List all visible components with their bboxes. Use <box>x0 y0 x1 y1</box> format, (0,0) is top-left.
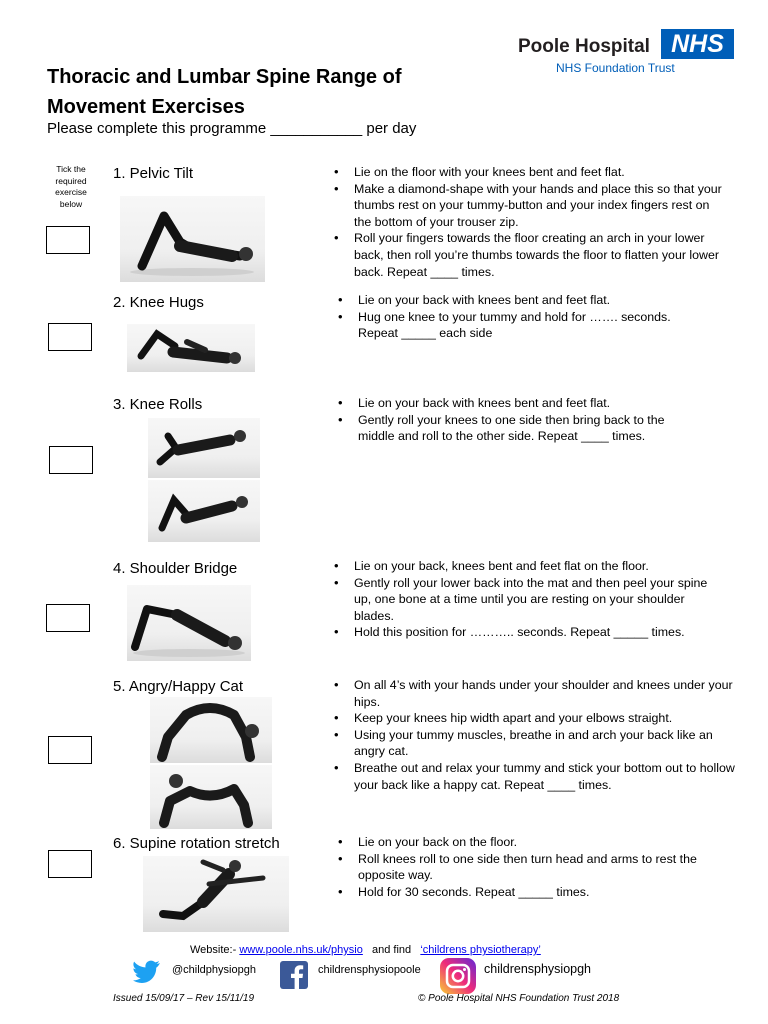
exercise-title-angry-happy-cat: 5. Angry/Happy Cat <box>113 678 244 695</box>
exercise-title-knee-hugs: 2. Knee Hugs <box>113 294 204 311</box>
step-item: • Roll knees roll to one side then turn head and arms to rest the opposite way. <box>334 851 724 884</box>
shoulder-bridge-photo <box>127 585 251 661</box>
pelvic-tilt-steps <box>330 164 730 280</box>
knee-hugs-steps <box>334 292 714 342</box>
angry-cat-photo <box>150 697 272 763</box>
knee-rolls-photo-1 <box>148 418 260 478</box>
step-item: • Gently roll your knees to one side then bring back to the middle and roll to the other side. Repeat ____ times. <box>334 412 704 445</box>
step-item: • Breathe out and relax your tummy and stick your bottom out to hollow your back like a happy cat. Repeat ____ times. <box>330 760 735 793</box>
step-item: • Lie on your back with knees bent and feet flat. <box>334 395 704 412</box>
shoulder-bridge-steps <box>330 558 715 641</box>
step-item: • Lie on your back with knees bent and feet flat. <box>334 292 714 309</box>
tick-box-pelvic-tilt[interactable] <box>46 226 90 254</box>
knee-hugs-photo <box>127 324 255 372</box>
supine-rotation-photo <box>143 856 289 932</box>
physiotherapy-link[interactable]: ‘childrens physiotherapy’ <box>420 944 541 956</box>
website-line <box>190 944 541 956</box>
step-item: • Hold for 30 seconds. Repeat _____ times. <box>334 884 724 901</box>
step-item: • Lie on the floor with your knees bent and feet flat. <box>330 164 730 181</box>
facebook-name: childrensphysiopoole <box>318 964 421 976</box>
tick-box-supine-rotation[interactable] <box>48 850 92 878</box>
website-link[interactable]: www.poole.nhs.uk/physio <box>239 944 363 956</box>
step-item: • Using your tummy muscles, breathe in and arch your back like an angry cat. <box>330 727 735 760</box>
hospital-name: Poole Hospital <box>518 36 650 57</box>
tick-note: Tick the required exercise below <box>55 164 87 209</box>
issued-date: Issued 15/09/17 – Rev 15/11/19 <box>113 993 255 1004</box>
facebook-icon[interactable] <box>280 961 308 989</box>
step-item: • Gently roll your lower back into the mat and then peel your spine up, one bone at a time until you are resting on your shoulder blades. <box>330 575 715 625</box>
pelvic-tilt-photo <box>120 196 265 282</box>
instagram-icon[interactable] <box>440 958 476 994</box>
tick-box-shoulder-bridge[interactable] <box>46 604 90 632</box>
step-item: • Lie on your back, knees bent and feet flat on the floor. <box>330 558 715 575</box>
step-item: • On all 4’s with your hands under your shoulder and knees under your hips. <box>330 677 735 710</box>
exercise-title-supine-rotation: 6. Supine rotation stretch <box>113 835 280 852</box>
copyright-text: © Poole Hospital NHS Foundation Trust 2018 <box>418 993 620 1004</box>
tick-box-angry-happy-cat[interactable] <box>48 736 92 764</box>
step-item: • Roll your fingers towards the floor creating an arch in your lower back, then roll you’re thumbs towards the floor to flatten your lower back. Repeat ____ times. <box>330 230 730 280</box>
page-title: Thoracic and Lumbar Spine Range of Movement Exercises <box>47 66 402 118</box>
exercise-title-pelvic-tilt: 1. Pelvic Tilt <box>113 165 194 182</box>
step-item: • Hug one knee to your tummy and hold for ……. seconds. Repeat _____ each side <box>334 309 714 342</box>
trust-name: NHS Foundation Trust <box>556 61 675 75</box>
programme-instructions: Please complete this programme ___________ per day <box>47 120 417 137</box>
tick-box-knee-hugs[interactable] <box>48 323 92 351</box>
step-item: • Make a diamond-shape with your hands and place this so that your thumbs rest on your tummy-button and your index fingers rest on the bottom of your trouser zip. <box>330 181 730 231</box>
tick-box-knee-rolls[interactable] <box>49 446 93 474</box>
supine-rotation-steps <box>334 834 724 900</box>
twitter-icon[interactable] <box>133 960 161 984</box>
knee-rolls-steps <box>334 395 704 445</box>
exercise-title-knee-rolls: 3. Knee Rolls <box>113 396 203 413</box>
happy-cat-photo <box>150 765 272 829</box>
step-item: • Keep your knees hip width apart and your elbows straight. <box>330 710 735 727</box>
exercise-title-shoulder-bridge: 4. Shoulder Bridge <box>113 560 238 577</box>
nhs-logo: NHS <box>661 29 734 59</box>
find-text: and find <box>372 944 412 956</box>
step-item: • Lie on your back on the floor. <box>334 834 724 851</box>
instagram-name: childrensphysiopgh <box>484 962 592 976</box>
angry-happy-cat-steps <box>330 677 735 793</box>
website-label: Website:- <box>190 944 237 956</box>
step-item: • Hold this position for ……….. seconds. Repeat _____ times. <box>330 624 715 641</box>
twitter-handle: @childphysiopgh <box>172 964 256 976</box>
knee-rolls-photo-2 <box>148 480 260 542</box>
